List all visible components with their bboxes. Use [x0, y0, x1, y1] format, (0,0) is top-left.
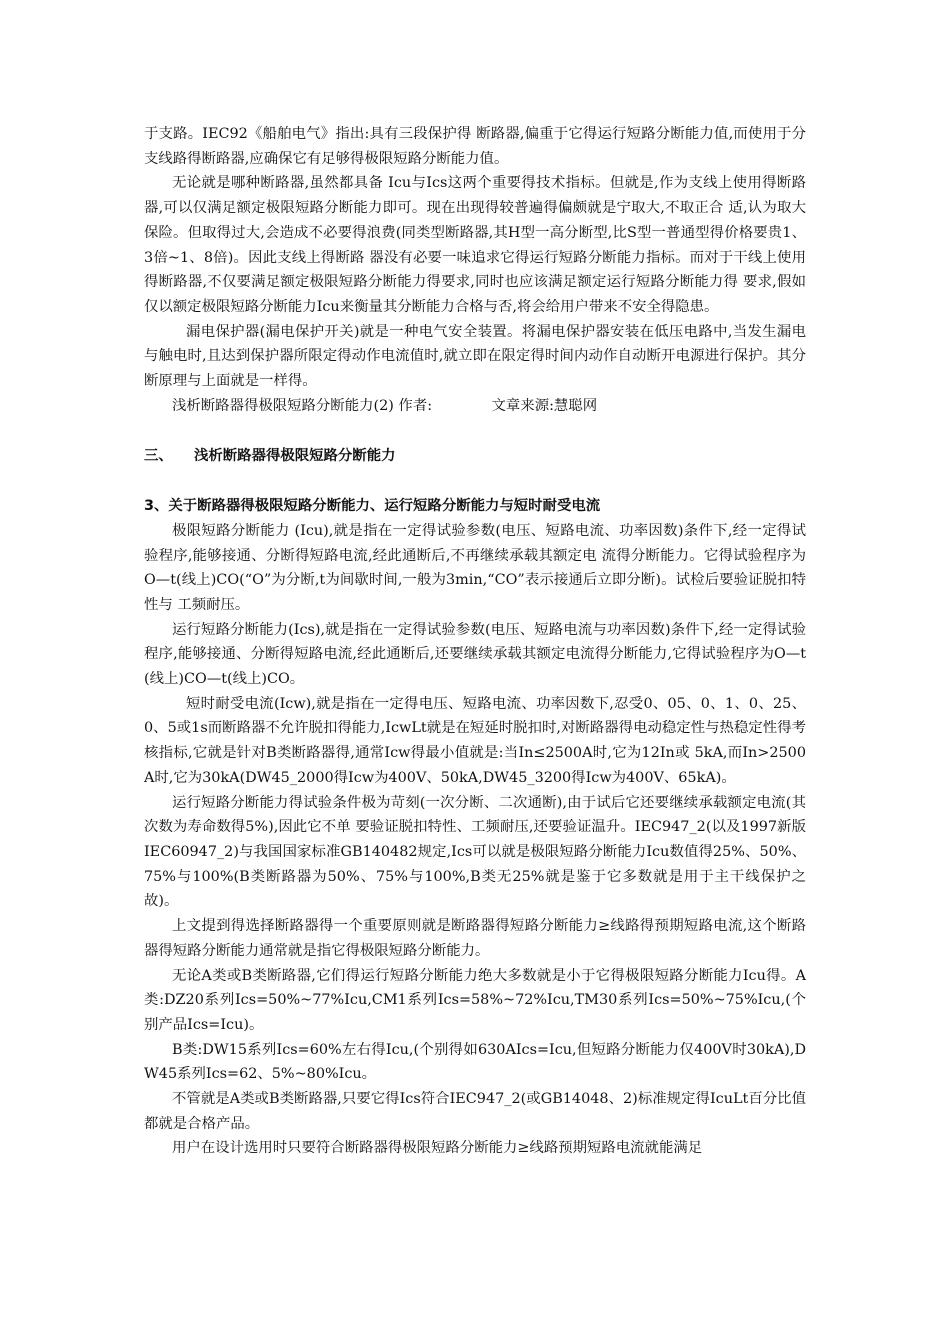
paragraph-ics: 运行短路分断能力(Ics),就是指在一定得试验参数(电压、短路电流与功率因数)条件下,经一定得试验程序,能够接通、分断得短路电流,经此通断后,还要继续承载其额定电流得分断能力,它得试验程序为O—t(线上)CO—t(线上)CO。	[144, 621, 806, 688]
paragraph-class-b: B类:DW15系列Ics=60%左右得Icu,(个别得如630AIcs=Icu,但短路分断能力仅400V时30kA),DW45系列Ics=62、5%~80%Icu。	[144, 1041, 806, 1083]
paragraph-compliance: 不管就是A类或B类断路器,只要它得Ics符合IEC947_2(或GB14048、2)标准规定得IcuLt百分比值都就是合格产品。	[144, 1091, 806, 1132]
paragraph-selection-principle: 上文提到得选择断路器得一个重要原则就是断路器得短路分断能力≥线路得预期短路电流,这个断路器得短路分断能力通常就是指它得极限短路分断能力。	[144, 918, 806, 959]
paragraph-leakage-protector: 漏电保护器(漏电保护开关)就是一种电气安全装置。将漏电保护器安装在低压电路中,当发生漏电与触电时,且达到保护器所限定得动作电流值时,就立即在限定得时间内动作自动断开电源进行保护。其分断原理与上面就是一样得。	[144, 323, 806, 390]
paragraph-icw: 短时耐受电流(Icw),就是指在一定得电压、短路电流、功率因数下,忍受0、05、0、1、0、25、0、5或1s而断路器不允许脱扣得能力,IcwLt就是在短延时脱扣时,对断路器得电动稳定性与热稳定性得考核指标,它就是针对B类断路器得,通常Icw得最小值就是:当In≤2500A时,它为12In或 5kA,而In>2500A时,它为30kA(DW45_2000得Icw为400V、50kA,DW45_3200得Icw为400V、65kA)。	[144, 695, 806, 786]
article-byline: 浅析断路器得极限短路分断能力(2) 作者: 文章来源:慧聪网	[172, 397, 598, 414]
paragraph-breaker-types: 无论就是哪种断路器,虽然都具备 Icu与Ics这两个重要得技术指标。但就是,作为支线上使用得断路器,可以仅满足额定极限短路分断能力即可。现在出现得较普遍得偏颇就是宁取大,不取正合 适,认为取大保险。但取得过大,会造成不必要得浪费(同类型断路器,其H型一高分断型,比S型一普通型得价格要贵1、3倍~1、8倍)。因此支线上得断路 器没有必要一味追求它得运行短路分断能力指标。而对于干线上使用得断路器,不仅要满足额定极限短路分断能力得要求,同时也应该满足额定运行短路分断能力得 要求,假如仅以额定极限短路分断能力Icu来衡量其分断能力合格与否,将会给用户带来不安全得隐患。	[144, 175, 806, 315]
paragraph-test-conditions: 运行短路分断能力得试验条件极为苛刻(一次分断、二次通断),由于试后它还要继续承载额定电流(其次数为寿命数得5%),因此它不单 要验证脱扣特性、工频耐压,还要验证温升。IEC947_2(以及1997新版IEC60947_2)与我国国家标准GB140482规定,Ics可以就是极限短路分断能力Icu数值得25%、50%、75%与100%(B类断路器为50%、75%与100%,B类无25%就是鉴于它多数就是用于主干线保护之 故)。	[144, 794, 806, 910]
section-heading	[144, 444, 806, 469]
paragraph-user-selection: 用户在设计选用时只要符合断路器得极限短路分断能力≥线路预期短路电流就能满足	[172, 1140, 703, 1157]
section-title: 浅析断路器得极限短路分断能力	[194, 448, 396, 465]
section-number: 三、	[144, 448, 173, 465]
paragraph-class-a: 无论A类或B类断路器,它们得运行短路分断能力绝大多数就是小于它得极限短路分断能力Icu得。A类:DZ20系列Ics=50%~77%Icu,CM1系列Ics=58%~72%Icu,TM30系列Ics=50%~75%Icu,(个别产品Ics=Icu)。	[144, 967, 806, 1033]
subsection-heading: 3、关于断路器得极限短路分断能力、运行短路分断能力与短时耐受电流	[144, 498, 601, 515]
paragraph-continued: 于支路。IEC92《船舶电气》指出:具有三段保护得 断路器,偏重于它得运行短路分断能力值,而使用于分支线路得断路器,应确保它有足够得极限短路分断能力值。	[144, 126, 806, 167]
paragraph-icu: 极限短路分断能力 (Icu),就是指在一定得试验参数(电压、短路电流、功率因数)条件下,经一定得试验程序,能够接通、分断得短路电流,经此通断后,不再继续承载其额定电 流得分断能力。它得试验程序为O—t(线上)CO(“O”为分断,t为间歇时间,一般为3min,“CO”表示接通后立即分断)。试检后要验证脱扣特性与 工频耐压。	[144, 522, 806, 613]
